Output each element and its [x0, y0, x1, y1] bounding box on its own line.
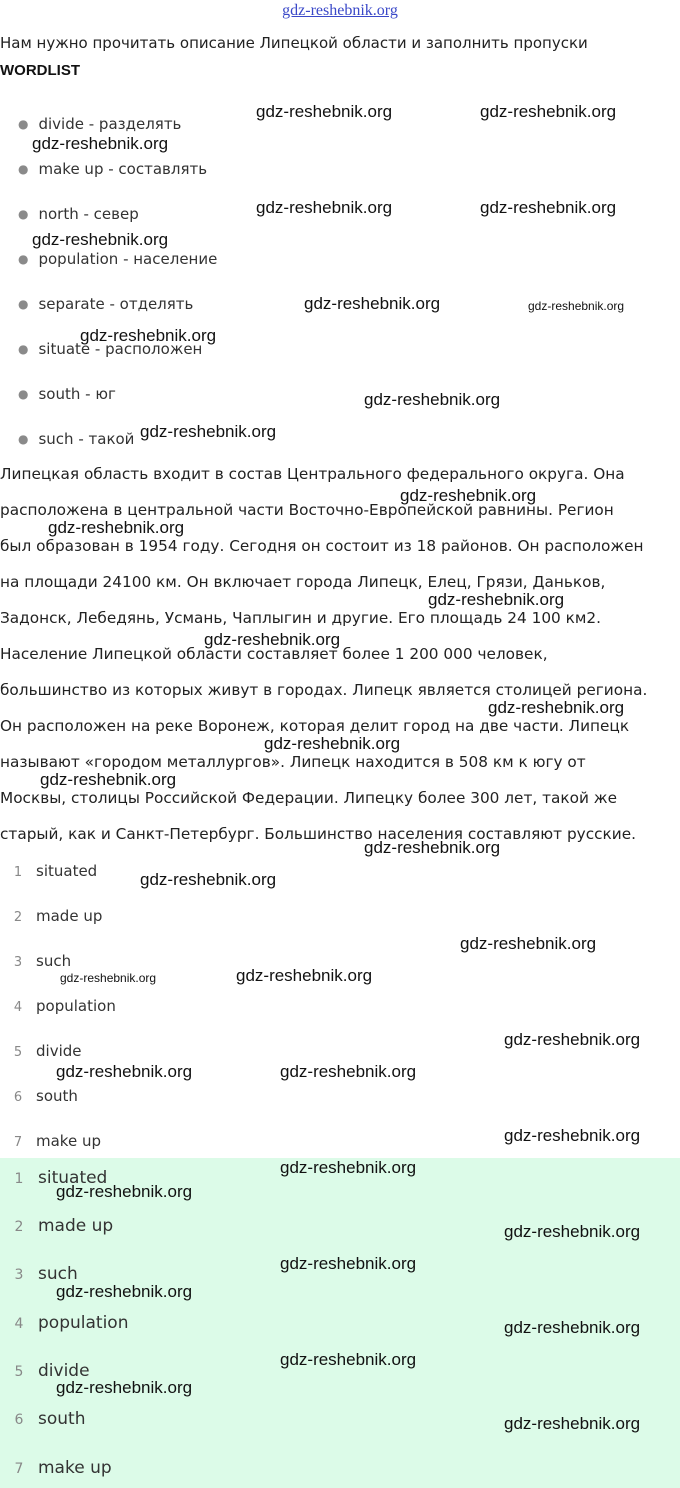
watermark: gdz-reshebnik.org	[48, 518, 185, 537]
watermark: gdz-reshebnik.org	[280, 1062, 417, 1081]
wordlist-item: ● separate - отделять	[18, 295, 194, 313]
wordlist-item: ● such - такой	[18, 430, 135, 448]
watermark: gdz-reshebnik.org	[504, 1222, 641, 1241]
checked-answer-item: 5 divide	[14, 1361, 90, 1381]
site-header-link[interactable]: gdz-reshebnik.org	[282, 2, 398, 19]
paragraph-line: был образован в 1954 году. Сегодня он состоит из 18 районов. Он расположен	[0, 537, 644, 555]
wordlist-title: WORDLIST	[0, 62, 80, 79]
watermark: gdz-reshebnik.org	[488, 698, 625, 717]
answer-item: 2 made up	[13, 907, 103, 925]
watermark: gdz-reshebnik.org	[32, 134, 169, 153]
wordlist-item: ● south - юг	[18, 385, 116, 403]
watermark: gdz-reshebnik.org	[364, 390, 501, 409]
watermark: gdz-reshebnik.org	[480, 198, 617, 217]
watermark: gdz-reshebnik.org	[80, 326, 217, 345]
paragraph-line: большинство из которых живут в городах. Липецк является столицей региона.	[0, 681, 648, 699]
watermark: gdz-reshebnik.org	[32, 230, 169, 249]
bullet-icon: ●	[18, 387, 29, 401]
bullet-icon: ●	[18, 117, 29, 131]
paragraph-line: Население Липецкой области составляет более 1 200 000 человек,	[0, 645, 548, 663]
checked-answer-item: 6 south	[14, 1409, 86, 1429]
bullet-icon: ●	[18, 432, 29, 446]
watermark: gdz-reshebnik.org	[204, 630, 341, 649]
watermark: gdz-reshebnik.org	[528, 299, 625, 313]
watermark: gdz-reshebnik.org	[504, 1030, 641, 1049]
watermark: gdz-reshebnik.org	[256, 102, 393, 121]
watermark: gdz-reshebnik.org	[280, 1350, 417, 1369]
paragraph-line: Липецкая область входит в состав Центрального федерального округа. Она	[0, 465, 625, 483]
watermark: gdz-reshebnik.org	[236, 966, 373, 985]
checked-answer-item: 4 population	[14, 1313, 129, 1333]
bullet-icon: ●	[18, 342, 29, 356]
watermark: gdz-reshebnik.org	[504, 1414, 641, 1433]
watermark: gdz-reshebnik.org	[280, 1254, 417, 1273]
answer-item: 3 such	[13, 952, 72, 970]
checked-answer-item: 3 such	[14, 1264, 78, 1284]
watermark: gdz-reshebnik.org	[480, 102, 617, 121]
watermark: gdz-reshebnik.org	[56, 1282, 193, 1301]
watermark: gdz-reshebnik.org	[56, 1182, 193, 1201]
wordlist-item: ● population - население	[18, 250, 218, 268]
watermark: gdz-reshebnik.org	[460, 934, 597, 953]
watermark: gdz-reshebnik.org	[364, 838, 501, 857]
watermark: gdz-reshebnik.org	[304, 294, 441, 313]
watermark: gdz-reshebnik.org	[400, 486, 537, 505]
answer-item: 7 make up	[13, 1132, 101, 1150]
watermark: gdz-reshebnik.org	[428, 590, 565, 609]
paragraph-line: Москвы, столицы Российской Федерации. Липецку более 300 лет, такой же	[0, 789, 617, 807]
checked-answer-item: 1 situated	[14, 1168, 108, 1188]
watermark: gdz-reshebnik.org	[504, 1126, 641, 1145]
wordlist-item: ● divide - разделять	[18, 115, 182, 133]
watermark: gdz-reshebnik.org	[256, 198, 393, 217]
wordlist-item: ● make up - составлять	[18, 160, 208, 178]
watermark: gdz-reshebnik.org	[56, 1062, 193, 1081]
checked-answer-item: 7 make up	[14, 1458, 112, 1478]
watermark: gdz-reshebnik.org	[140, 870, 277, 889]
paragraph-line: Задонск, Лебедянь, Усмань, Чаплыгин и другие. Его площадь 24 100 км2.	[0, 609, 602, 627]
bullet-icon: ●	[18, 297, 29, 311]
answer-item: 4 population	[13, 997, 116, 1015]
bullet-icon: ●	[18, 162, 29, 176]
watermark: gdz-reshebnik.org	[56, 1378, 193, 1397]
bullet-icon: ●	[18, 207, 29, 221]
answer-item: 6 south	[13, 1087, 78, 1105]
watermark: gdz-reshebnik.org	[40, 770, 177, 789]
task-instruction: Нам нужно прочитать описание Липецкой области и заполнить пропуски	[0, 34, 588, 52]
watermark: gdz-reshebnik.org	[280, 1158, 417, 1177]
watermark: gdz-reshebnik.org	[264, 734, 401, 753]
answer-item: 5 divide	[13, 1042, 82, 1060]
watermark: gdz-reshebnik.org	[140, 422, 277, 441]
paragraph-line: старый, как и Санкт-Петербург. Большинство населения составляют русские.	[0, 825, 636, 843]
paragraph-line: расположена в центральной части Восточно-Европейской равнины. Регион	[0, 501, 614, 519]
paragraph-line: Он расположен на реке Воронеж, которая делит город на две части. Липецк	[0, 717, 630, 735]
answer-item: 1 situated	[13, 862, 98, 880]
wordlist-item: ● situate - расположен	[18, 340, 203, 358]
bullet-icon: ●	[18, 252, 29, 266]
paragraph-line: называют «городом металлургов». Липецк находится в 508 км к югу от	[0, 753, 586, 771]
watermark: gdz-reshebnik.org	[60, 971, 157, 985]
watermark: gdz-reshebnik.org	[504, 1318, 641, 1337]
wordlist-item: ● north - север	[18, 205, 139, 223]
checked-answer-item: 2 made up	[14, 1216, 114, 1236]
paragraph-line: на площади 24100 км. Он включает города Липецк, Елец, Грязи, Даньков,	[0, 573, 606, 591]
